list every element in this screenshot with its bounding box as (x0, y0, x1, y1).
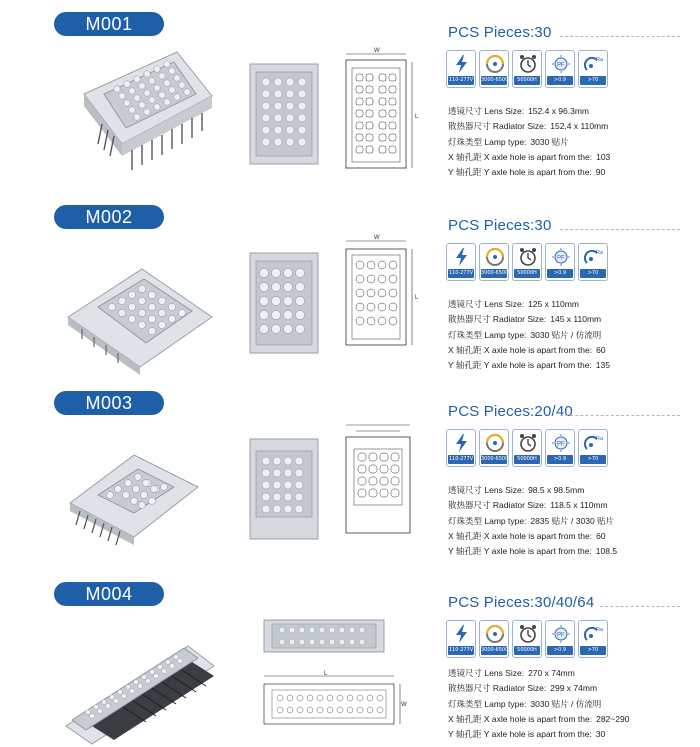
pcs-pieces-title: PCS Pieces:30 (448, 217, 552, 234)
spec-radiator-size: 散热器尺寸 Radiator Size: 152.4 x 110mm (448, 121, 609, 132)
lifetime-icon: 50000H (512, 620, 542, 658)
spec-lamp-type: 灯珠类型 Lamp type: 3030 贴片 / 仿流明 (448, 329, 602, 340)
svg-text:Ra: Ra (596, 627, 604, 633)
spec-list (448, 483, 617, 559)
spec-y-axle-hole: Y 轴孔距 Y axle hole is apart from the: 108.5 (448, 546, 618, 557)
power-factor-icon: PF >0.9 (545, 50, 575, 88)
model-badge: M004 (54, 582, 164, 606)
width-label: W (374, 235, 380, 241)
pcs-pieces-title: PCS Pieces:30 (448, 24, 552, 41)
lifetime-icon: 50000H (512, 243, 542, 281)
voltage-icon: 110-277V (446, 429, 476, 467)
color-temperature-icon: 3000-6500K (479, 620, 509, 658)
feature-icons (446, 620, 608, 658)
spec-list (448, 666, 629, 742)
front-view-image (248, 251, 320, 355)
voltage-icon: 110-277V (446, 243, 476, 281)
divider (560, 36, 680, 37)
spec-x-axle-hole: X 轴孔距 X axle hole is apart from the: 60 (448, 530, 606, 541)
width-label: W (374, 48, 380, 54)
power-factor-icon: PF >0.9 (545, 243, 575, 281)
length-label: L (415, 295, 419, 301)
product-section-m003 (0, 391, 700, 576)
product-section-m001 (0, 12, 700, 197)
feature-icons (446, 243, 608, 281)
product-photo (62, 425, 222, 555)
svg-text:PF: PF (557, 632, 565, 639)
spec-x-axle-hole: X 轴孔距 X axle hole is apart from the: 282~290 (448, 713, 630, 724)
feature-icons (446, 429, 608, 467)
width-label: W (401, 702, 407, 708)
svg-text:PF: PF (557, 62, 565, 69)
front-view-image (262, 618, 386, 654)
spec-lens-size: 透镜尺寸 Lens Size: 98.5 x 98.5mm (448, 485, 585, 495)
power-factor-icon: PF >0.9 (545, 429, 575, 467)
spec-lamp-type: 灯珠类型 Lamp type: 2835 贴片 / 3030 贴片 (448, 515, 615, 526)
voltage-icon: 110-277V (446, 50, 476, 88)
divider (560, 415, 680, 416)
divider (600, 606, 680, 607)
spec-y-axle-hole: Y 轴孔距 Y axle hole is apart from the: 30 (448, 729, 606, 740)
color-rendering-icon: Ra >70 (578, 243, 608, 281)
front-view-image (248, 62, 320, 166)
product-section-m002 (0, 205, 700, 390)
spec-x-axle-hole: X 轴孔距 X axle hole is apart from the: 103 (448, 151, 611, 162)
product-photo (62, 616, 222, 744)
svg-text:Ra: Ra (596, 436, 604, 442)
spec-lens-size: 透镜尺寸 Lens Size: 270 x 74mm (448, 668, 575, 678)
product-section-m004 (0, 582, 700, 747)
divider (560, 229, 680, 230)
svg-text:PF: PF (557, 441, 565, 448)
spec-y-axle-hole: Y 轴孔距 Y axle hole is apart from the: 135 (448, 360, 610, 371)
model-badge: M003 (54, 391, 164, 415)
spec-lens-size: 透镜尺寸 Lens Size: 125 x 110mm (448, 299, 579, 309)
spec-list (448, 104, 610, 180)
product-photo (62, 239, 222, 369)
spec-radiator-size: 散热器尺寸 Radiator Size: 299 x 74mm (448, 683, 598, 694)
color-temperature-icon: 3000-6500K (479, 50, 509, 88)
spec-lamp-type: 灯珠类型 Lamp type: 3030 贴片 (448, 136, 569, 147)
color-temperature-icon: 3000-6500K (479, 429, 509, 467)
spec-x-axle-hole: X 轴孔距 X axle hole is apart from the: 60 (448, 344, 606, 355)
feature-icons (446, 50, 608, 88)
technical-drawing (336, 419, 420, 543)
lifetime-icon: 50000H (512, 50, 542, 88)
technical-drawing (258, 672, 406, 726)
color-temperature-icon: 3000-6500K (479, 243, 509, 281)
spec-lamp-type: 灯珠类型 Lamp type: 3030 贴片 / 仿流明 (448, 698, 602, 709)
color-rendering-icon: Ra >70 (578, 429, 608, 467)
spec-radiator-size: 散热器尺寸 Radiator Size: 118.5 x 110mm (448, 500, 608, 511)
pcs-pieces-title: PCS Pieces:30/40/64 (448, 594, 595, 611)
svg-text:Ra: Ra (596, 57, 604, 63)
spec-y-axle-hole: Y 轴孔距 Y axle hole is apart from the: 90 (448, 167, 606, 178)
product-photo (62, 46, 222, 176)
model-badge: M002 (54, 205, 164, 229)
color-rendering-icon: Ra >70 (578, 50, 608, 88)
technical-drawing (336, 235, 420, 359)
svg-text:PF: PF (557, 255, 565, 262)
front-view-image (248, 437, 320, 541)
lifetime-icon: 50000H (512, 429, 542, 467)
voltage-icon: 110-277V (446, 620, 476, 658)
technical-drawing (336, 48, 420, 172)
length-label: L (415, 114, 419, 120)
power-factor-icon: PF >0.9 (545, 620, 575, 658)
length-label: L (324, 671, 328, 677)
spec-lens-size: 透镜尺寸 Lens Size: 152.4 x 96.3mm (448, 106, 590, 116)
model-badge: M001 (54, 12, 164, 36)
svg-text:Ra: Ra (596, 250, 604, 256)
color-rendering-icon: Ra >70 (578, 620, 608, 658)
spec-radiator-size: 散热器尺寸 Radiator Size: 145 x 110mm (448, 314, 602, 325)
pcs-pieces-title: PCS Pieces:20/40 (448, 403, 573, 420)
spec-list (448, 297, 610, 373)
